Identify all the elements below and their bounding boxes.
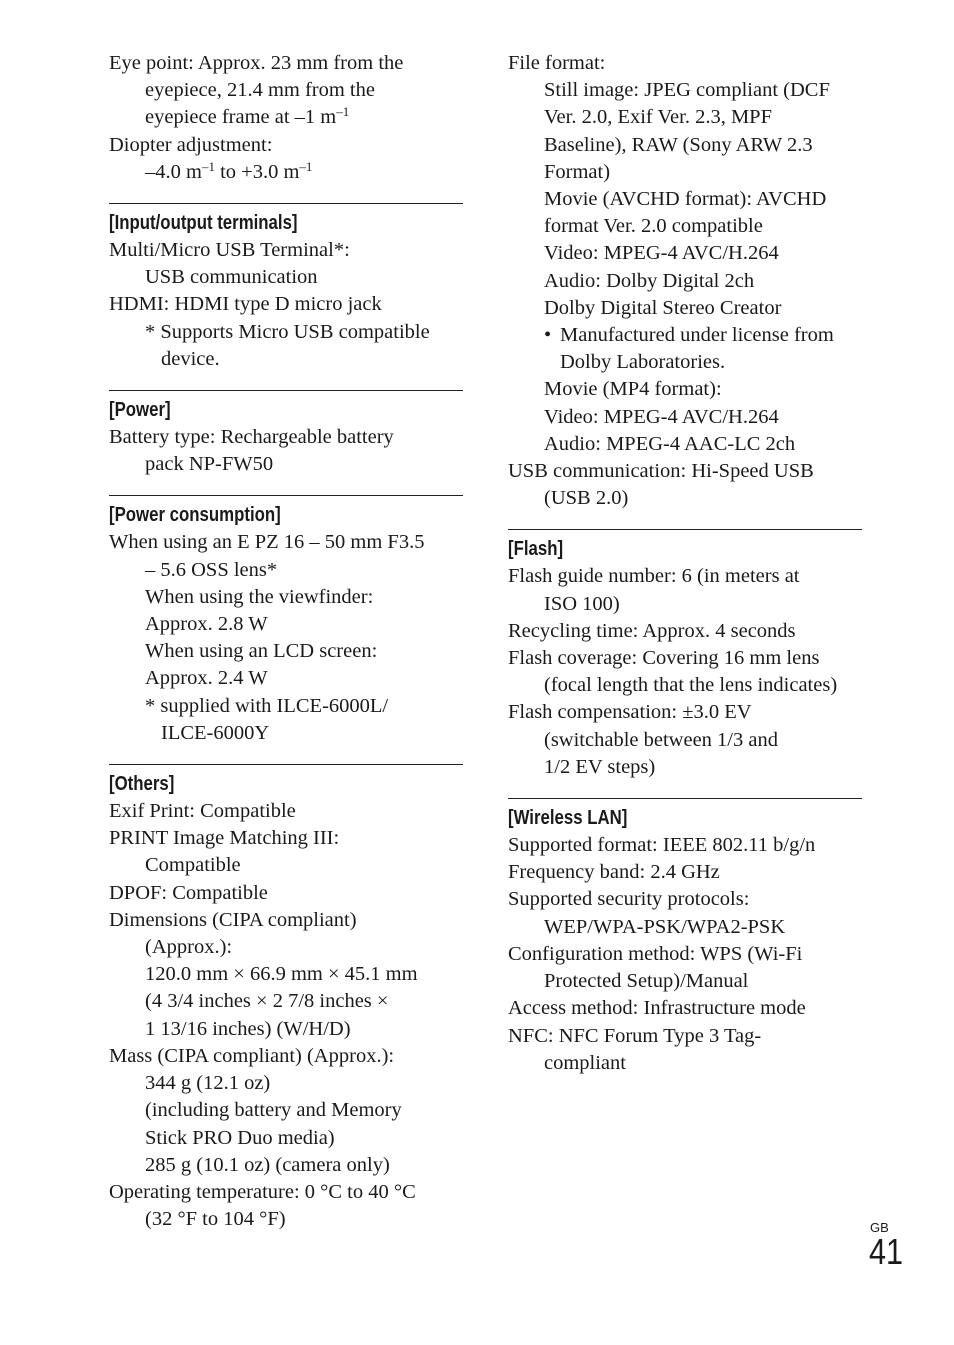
spec-line: pack NP-FW50 [145,453,274,476]
bullet-icon: • [544,324,552,347]
footnote: ILCE-6000Y [161,721,270,744]
spec-line: Multi/Micro USB Terminal*: [109,239,350,262]
spec-line: File format: [508,52,606,74]
spec-line: USB communication: Hi-Speed USB [508,460,814,483]
spec-line: compliant [544,1051,626,1074]
eye-point-text: eyepiece frame at –1 m [145,106,337,129]
bullet-text: Dolby Laboratories. [560,351,726,374]
spec-line: Audio: MPEG-4 AAC-LC 2ch [544,432,796,455]
spec-line: Dolby Digital Stereo Creator [544,296,782,319]
section-heading: [Power] [109,399,171,422]
spec-line: ISO 100) [544,592,620,615]
diopter-label: Diopter adjustment: [109,133,273,156]
page-number: 41 [869,1231,904,1272]
spec-line: Approx. 2.8 W [145,613,268,636]
spec-line: HDMI: HDMI type D micro jack [109,293,382,316]
spec-line: (32 °F to 104 °F) [145,1208,286,1231]
eye-point-line: eyepiece, 21.4 mm from the [145,79,375,102]
spec-line: 285 g (10.1 oz) (camera only) [145,1153,390,1176]
spec-line: WEP/WPA-PSK/WPA2-PSK [544,915,786,938]
spec-line: Video: MPEG-4 AVC/H.264 [544,405,779,428]
power-section [109,390,463,478]
spec-line: Compatible [145,854,241,877]
right-column [508,50,862,1077]
io-section [109,203,463,373]
power-consumption-section [109,495,463,747]
eye-point-line: Eye point: Approx. 23 mm from the [109,52,404,74]
footnote: * Supports Micro USB compatible [145,320,430,343]
spec-line: Mass (CIPA compliant) (Approx.): [109,1044,395,1067]
file-format-section [508,50,862,512]
spec-line: (Approx.): [145,936,233,959]
footnote: * supplied with ILCE-6000L/ [145,694,389,717]
wireless-lan-section [508,798,862,1077]
language-code: GB [870,1220,889,1235]
section-heading: [Power consumption] [109,504,281,527]
viewfinder-specs [109,50,463,186]
spec-line: (switchable between 1/3 and [544,728,778,751]
spec-line: When using an E PZ 16 – 50 mm F3.5 [109,531,425,554]
spec-line: Recycling time: Approx. 4 seconds [508,619,796,642]
section-heading: [Input/output terminals] [109,212,298,235]
spec-line: NFC: NFC Forum Type 3 Tag- [508,1024,762,1047]
spec-line: Movie (MP4 format): [544,378,722,401]
spec-line: Access method: Infrastructure mode [508,997,806,1020]
exponent: –1 [299,158,313,174]
left-column [109,50,463,1233]
bullet-item [508,322,862,349]
others-section [109,764,463,1233]
spec-line: Operating temperature: 0 °C to 40 °C [109,1180,416,1203]
spec-line: 1 13/16 inches) (W/H/D) [145,1017,351,1040]
spec-line: Dimensions (CIPA compliant) [109,908,357,931]
flash-section [508,529,862,781]
spec-line: Supported format: IEEE 802.11 b/g/n [508,834,816,857]
spec-line: format Ver. 2.0 compatible [544,215,763,238]
spec-line: PRINT Image Matching III: [109,827,340,850]
spec-line: 1/2 EV steps) [544,755,656,778]
spec-line: 344 g (12.1 oz) [145,1072,271,1095]
spec-line: (including battery and Memory [145,1099,402,1122]
spec-line: Exif Print: Compatible [109,800,296,823]
spec-line: Flash compensation: ±3.0 EV [508,701,752,724]
spec-line: Video: MPEG-4 AVC/H.264 [544,242,779,265]
spec-line: Stick PRO Duo media) [145,1126,335,1149]
spec-line: When using an LCD screen: [145,640,378,663]
spec-line: Battery type: Rechargeable battery [109,426,394,449]
spec-line: (focal length that the lens indicates) [544,674,838,697]
spec-line: Flash guide number: 6 (in meters at [508,565,800,588]
diopter-max: to +3.0 m [214,160,300,183]
diopter-range [109,159,463,186]
spec-line: When using the viewfinder: [145,585,374,608]
spec-line: – 5.6 OSS lens* [145,558,278,581]
section-heading: [Others] [109,773,175,796]
spec-line: Ver. 2.0, Exif Ver. 2.3, MPF [544,106,772,129]
spec-line: Still image: JPEG compliant (DCF [544,79,830,102]
diopter-min: –4.0 m [145,160,202,183]
spec-line: Movie (AVCHD format): AVCHD [544,188,827,211]
spec-line: Flash coverage: Covering 16 mm lens [508,647,820,670]
exponent: –1 [336,104,350,120]
eye-point-line [109,104,463,131]
spec-line: Supported security protocols: [508,888,750,911]
spec-line: Audio: Dolby Digital 2ch [544,269,755,292]
spec-line: Baseline), RAW (Sony ARW 2.3 [544,133,813,156]
spec-line: (4 3/4 inches × 2 7/8 inches × [145,990,389,1013]
spec-line: 120.0 mm × 66.9 mm × 45.1 mm [145,963,418,986]
section-heading: [Flash] [508,538,564,561]
spec-line: (USB 2.0) [544,487,629,510]
bullet-text: Manufactured under license from [560,324,834,347]
spec-line: Approx. 2.4 W [145,667,268,690]
spec-line: Format) [544,160,611,183]
footnote: device. [161,347,220,370]
bullet-item [508,349,862,376]
spec-line: Configuration method: WPS (Wi-Fi [508,942,803,965]
spec-line: USB communication [145,266,318,289]
section-heading: [Wireless LAN] [508,807,628,830]
spec-line: Protected Setup)/Manual [544,970,749,993]
spec-line: Frequency band: 2.4 GHz [508,861,720,884]
spec-line: DPOF: Compatible [109,881,268,904]
exponent: –1 [201,158,215,174]
